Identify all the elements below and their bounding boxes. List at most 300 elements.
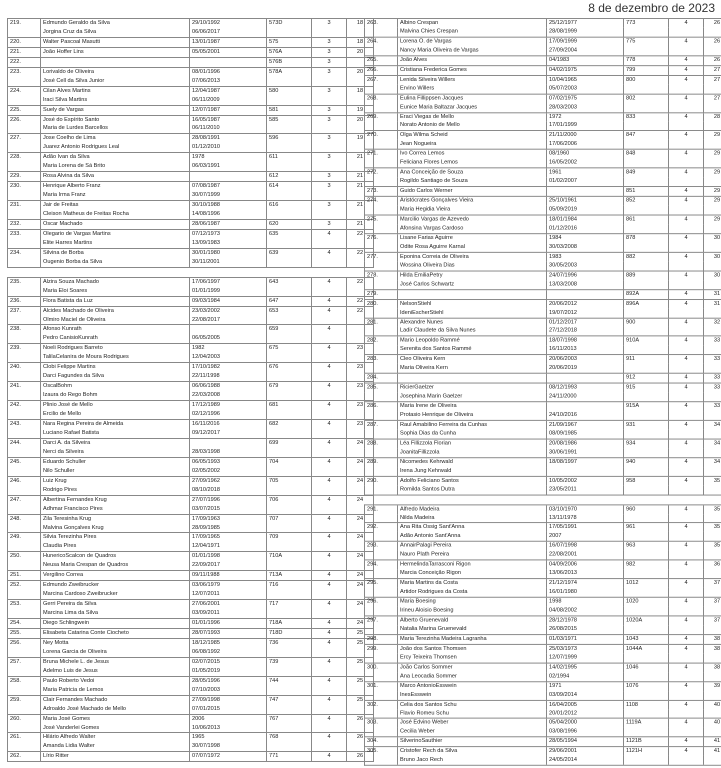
plot-number-cell <box>267 467 312 476</box>
entry-number-cell <box>365 159 398 168</box>
date-cell: 19/07/2012 <box>547 308 624 317</box>
register-row <box>8 306 374 315</box>
register-row <box>365 448 721 457</box>
page-number-cell: 37 <box>704 597 721 606</box>
date-cell: 08/09/1985 <box>547 430 624 439</box>
entry-number-cell: 247. <box>8 495 41 504</box>
holder-name-cell: Lorivaldo de Oliveira <box>41 67 190 76</box>
entry-number-cell: 223. <box>8 67 41 76</box>
register-row <box>365 75 721 84</box>
holder-name-cell: Josephina Marin Gaelzer <box>398 392 547 401</box>
plot-number-cell <box>267 524 312 533</box>
page-number-cell <box>704 28 721 37</box>
holder-name-cell: Maria Terezinha Madeira Lagranha <box>398 634 547 644</box>
date-cell: 01/05/2019 <box>190 667 267 676</box>
plot-number-cell <box>267 210 312 219</box>
plot-number-cell: 896A <box>624 299 669 308</box>
holder-name-cell: Cristiana Frederica Gomes <box>398 65 547 75</box>
date-cell: 09/12/2017 <box>190 429 267 438</box>
plot-number-cell: 852 <box>624 196 669 205</box>
register-row <box>365 150 721 159</box>
date-cell: 06/06/1988 <box>190 382 267 391</box>
block-number-cell <box>312 316 347 325</box>
holder-name-cell: Lírio Ritter <box>41 752 190 762</box>
date-cell: 02/1994 <box>547 672 624 681</box>
block-number-cell <box>669 485 704 494</box>
holder-name-cell: InesEsswein <box>398 691 547 700</box>
register-row <box>8 19 374 28</box>
date-cell: 21/09/1967 <box>547 420 624 429</box>
block-number-cell <box>669 709 704 718</box>
entry-number-cell: 235. <box>8 277 41 286</box>
plot-number-cell <box>624 411 669 420</box>
page-number-cell <box>704 485 721 494</box>
register-row <box>365 737 721 747</box>
holder-name-cell: Marco AntonioEsswein <box>398 681 547 690</box>
block-number-cell: 4 <box>669 458 704 467</box>
date-cell: 20/08/1986 <box>547 439 624 448</box>
holder-name-cell: Albertina Fernandes Krug <box>41 495 190 504</box>
date-cell: 23/03/2002 <box>190 306 267 315</box>
page-number-cell: 37 <box>704 616 721 625</box>
register-row <box>8 153 374 162</box>
block-number-cell <box>312 124 347 133</box>
block-number-cell: 4 <box>669 65 704 75</box>
register-row <box>365 299 721 308</box>
page-number-cell: 21 <box>347 201 374 210</box>
date-cell: 09/11/1988 <box>190 571 267 581</box>
block-number-cell: 3 <box>312 134 347 143</box>
holder-name-cell: Silvia Terezinha Pires <box>41 533 190 542</box>
date-cell: 1972 <box>547 112 624 121</box>
entry-number-cell: 285. <box>365 383 398 392</box>
page-number-cell: 34 <box>704 458 721 467</box>
holder-name-cell: Olga Wilma Scheid <box>398 131 547 140</box>
date-cell: 08/12/1993 <box>547 383 624 392</box>
holder-name-cell: Afonsina Vargas Cardoso <box>398 224 547 233</box>
entry-number-cell: 234. <box>8 248 41 257</box>
holder-name-cell: Nerci da Silveira <box>41 448 190 457</box>
entry-number-cell: 294. <box>365 560 398 569</box>
block-number-cell <box>669 756 704 765</box>
holder-name-cell: Aristócrates Gonçalves Vieira <box>398 196 547 205</box>
page-number-cell: 31 <box>704 289 721 299</box>
holder-name-cell: Maria Irene de Oliveira <box>398 402 547 411</box>
entry-number-cell <box>8 524 41 533</box>
plot-number-cell: 882 <box>624 252 669 261</box>
date-cell: 03/08/1996 <box>547 728 624 737</box>
holder-name-cell: Nara Regina Pereira de Almeida <box>41 420 190 429</box>
entry-number-cell: 303. <box>365 719 398 728</box>
date-cell: 16/11/2016 <box>190 420 267 429</box>
page-number-cell: 27 <box>704 75 721 84</box>
register-row <box>365 224 721 233</box>
holder-name-cell: Noeli Rodrigues Barreto <box>41 344 190 353</box>
date-cell: 02/05/2002 <box>190 467 267 476</box>
date-cell: 01/03/1971 <box>547 634 624 644</box>
entry-number-cell: 286. <box>365 402 398 411</box>
entry-number-cell <box>365 103 398 112</box>
entry-number-cell <box>8 561 41 570</box>
block-number-cell <box>669 327 704 336</box>
date-cell: 05/07/2003 <box>547 84 624 93</box>
block-number-cell <box>669 140 704 149</box>
block-number-cell: 3 <box>312 67 347 76</box>
holder-name-cell: Cilan Alves Martins <box>41 86 190 95</box>
entry-number-cell <box>365 140 398 149</box>
entry-number-cell: 231. <box>8 201 41 210</box>
plot-number-cell <box>624 551 669 560</box>
entry-number-cell <box>365 551 398 560</box>
plot-number-cell: 709 <box>267 533 312 542</box>
block-number-cell <box>312 96 347 105</box>
plot-number-cell: 580 <box>267 86 312 95</box>
entry-number-cell <box>365 514 398 523</box>
block-number-cell <box>312 561 347 570</box>
entry-number-cell <box>8 258 41 267</box>
date-cell: 17/09/1965 <box>190 533 267 542</box>
register-row <box>365 476 721 485</box>
register-row <box>365 728 721 737</box>
holder-name-cell: Alcides Machado de Oliveira <box>41 306 190 315</box>
plot-number-cell: 718A <box>267 619 312 629</box>
register-row <box>8 495 374 504</box>
page-number-cell <box>704 411 721 420</box>
plot-number-cell <box>267 353 312 362</box>
block-number-cell <box>312 505 347 514</box>
holder-name-cell: Clobi Felippe Martins <box>41 363 190 372</box>
page-number-cell <box>704 46 721 55</box>
block-number-cell <box>312 686 347 695</box>
entry-number-cell: 233. <box>8 229 41 238</box>
entry-number-cell: 304. <box>365 737 398 747</box>
block-number-cell: 4 <box>669 94 704 103</box>
register-row <box>365 318 721 327</box>
register-row <box>8 124 374 133</box>
page-number-cell: 41 <box>704 747 721 756</box>
plot-number-cell: 705 <box>267 476 312 485</box>
register-row <box>8 334 374 343</box>
date-cell: 07/12/1973 <box>190 229 267 238</box>
block-number-cell: 3 <box>312 57 347 67</box>
date-cell: 08/01/1996 <box>190 67 267 76</box>
block-number-cell: 4 <box>669 644 704 653</box>
block-number-cell <box>312 542 347 551</box>
page-number-cell: 24 <box>347 533 374 542</box>
register-row <box>8 676 374 685</box>
date-cell: 12/04/1971 <box>190 542 267 551</box>
entry-number-cell: 221. <box>8 47 41 57</box>
plot-number-cell: 1108 <box>624 700 669 709</box>
page-number-cell: 40 <box>704 700 721 709</box>
block-number-cell <box>312 448 347 457</box>
block-number-cell: 4 <box>312 552 347 561</box>
holder-name-cell: Ana Leocadia Sommer <box>398 672 547 681</box>
register-row <box>365 420 721 429</box>
plot-number-cell: 635 <box>267 229 312 238</box>
block-number-cell: 3 <box>312 105 347 115</box>
page-number-cell: 35 <box>704 542 721 551</box>
block-number-cell: 4 <box>669 383 704 392</box>
date-cell: 13/09/1983 <box>190 239 267 248</box>
block-number-cell: 4 <box>669 747 704 756</box>
plot-number-cell <box>624 140 669 149</box>
page-number-cell: 24 <box>347 571 374 581</box>
register-row <box>365 597 721 606</box>
holder-name-cell <box>41 57 190 67</box>
entry-number-cell: 222. <box>8 57 41 67</box>
holder-name-cell: Cleo Oliveira Kern <box>398 355 547 364</box>
entry-number-cell <box>365 243 398 252</box>
register-row <box>365 187 721 197</box>
entry-number-cell: 288. <box>365 439 398 448</box>
entry-number-cell <box>8 705 41 714</box>
block-number-cell: 4 <box>312 638 347 647</box>
page-number-cell: 25 <box>347 657 374 666</box>
plot-number-cell: 961 <box>624 523 669 532</box>
entry-number-cell <box>365 84 398 93</box>
holder-name-cell: Adroaldo José Machado de Mello <box>41 705 190 714</box>
block-number-cell <box>312 28 347 37</box>
date-cell: 06/11/2010 <box>190 124 267 133</box>
block-number-cell <box>669 103 704 112</box>
holder-name-cell: Malvina Chies Crespan <box>398 28 547 37</box>
date-cell: 18/01/1984 <box>547 215 624 224</box>
entry-number-cell <box>365 122 398 131</box>
holder-name-cell: RicierGaelzer <box>398 383 547 392</box>
entry-number-cell: 282. <box>365 336 398 345</box>
block-number-cell <box>312 372 347 381</box>
page-number-cell: 24 <box>347 495 374 504</box>
date-cell: 03/09/2011 <box>190 609 267 618</box>
page-number-cell: 24 <box>347 552 374 561</box>
register-row <box>8 372 374 381</box>
entry-number-cell <box>365 448 398 457</box>
block-number-cell: 4 <box>669 420 704 429</box>
plot-number-cell: 931 <box>624 420 669 429</box>
entry-number-cell <box>8 316 41 325</box>
register-row <box>8 57 374 67</box>
page-number-cell: 26 <box>347 714 374 723</box>
page-number-cell: 40 <box>704 719 721 728</box>
holder-name-cell: Olmiro Maciel de Oliveira <box>41 316 190 325</box>
entry-number-cell <box>365 46 398 55</box>
entry-number-cell: 230. <box>8 182 41 191</box>
page-number-cell: 21 <box>347 172 374 182</box>
entry-number-cell <box>8 505 41 514</box>
holder-name-cell: Marcilio Vargas de Azevedo <box>398 215 547 224</box>
holder-name-cell: José Vanderlei Gomes <box>41 724 190 733</box>
register-row <box>365 103 721 112</box>
plot-number-cell: 647 <box>267 296 312 306</box>
entry-number-cell: 225. <box>8 105 41 115</box>
entry-number-cell <box>365 728 398 737</box>
register-row <box>8 619 374 629</box>
register-row <box>8 600 374 609</box>
register-row <box>8 182 374 191</box>
date-cell: 25/03/1973 <box>547 644 624 653</box>
date-cell: 18/08/1997 <box>547 458 624 467</box>
block-number-cell: 4 <box>669 75 704 84</box>
register-row <box>8 505 374 514</box>
plot-number-cell: 934 <box>624 439 669 448</box>
plot-number-cell: 716 <box>267 581 312 590</box>
holder-name-cell: Ana Conceição de Souza <box>398 168 547 177</box>
register-row <box>8 514 374 523</box>
date-cell: 1965 <box>190 733 267 742</box>
date-cell <box>547 373 624 383</box>
entry-number-cell <box>8 667 41 676</box>
holder-name-cell: Serenita dos Santos Rammé <box>398 346 547 355</box>
holder-name-cell: Vergilino Correa <box>41 571 190 581</box>
holder-name-cell: Cristofer Rech da Silva <box>398 747 547 756</box>
block-number-cell <box>312 162 347 171</box>
register-row <box>365 625 721 634</box>
date-cell: 05/04/2000 <box>547 719 624 728</box>
date-cell: 27/07/1996 <box>190 495 267 504</box>
register-row <box>8 438 374 447</box>
block-number-cell: 4 <box>669 373 704 383</box>
page-number-cell: 30 <box>704 252 721 261</box>
register-row <box>365 691 721 700</box>
holder-name-cell: Flora Batista da Luz <box>41 296 190 306</box>
date-cell: 07/06/2013 <box>190 77 267 86</box>
block-number-cell <box>669 84 704 93</box>
plot-number-cell <box>624 691 669 700</box>
page-number-cell <box>704 709 721 718</box>
holder-name-cell: Darci Fagundes da Silva <box>41 372 190 381</box>
block-number-cell: 4 <box>669 196 704 205</box>
plot-number-cell: 900 <box>624 318 669 327</box>
date-cell: 01/02/2007 <box>547 177 624 186</box>
block-number-cell: 4 <box>669 131 704 140</box>
plot-number-cell: 911 <box>624 355 669 364</box>
block-number-cell: 4 <box>312 229 347 238</box>
block-number-cell: 4 <box>312 457 347 466</box>
entry-number-cell: 293. <box>365 542 398 551</box>
holder-name-cell: José do Espírito Santo <box>41 115 190 124</box>
register-row <box>365 122 721 131</box>
date-cell: 06/11/2009 <box>190 96 267 105</box>
page-number-cell <box>704 551 721 560</box>
block-number-cell <box>669 364 704 373</box>
holder-name-cell: Pedro CanisioKunrath <box>41 334 190 343</box>
page-number-cell: 38 <box>704 644 721 653</box>
entry-number-cell: 263. <box>365 18 398 27</box>
entry-number-cell <box>8 686 41 695</box>
register-row <box>8 47 374 57</box>
block-number-cell: 3 <box>312 201 347 210</box>
holder-name-cell: José Cell da Silva Junior <box>41 77 190 86</box>
register-row <box>8 28 374 37</box>
holder-name-cell: Feliciana Flores Lemos <box>398 159 547 168</box>
entry-number-cell <box>8 353 41 362</box>
plot-number-cell <box>624 756 669 765</box>
entry-number-cell: 280. <box>365 299 398 308</box>
holder-name-cell: NelsonStiehl <box>398 299 547 308</box>
plot-number-cell: 768 <box>267 733 312 742</box>
register-row <box>365 177 721 186</box>
plot-number-cell <box>267 28 312 37</box>
block-number-cell: 4 <box>312 248 347 257</box>
plot-number-cell: 679 <box>267 382 312 391</box>
register-row <box>365 355 721 364</box>
block-number-cell: 4 <box>669 681 704 690</box>
page-number-cell <box>704 140 721 149</box>
plot-number-cell <box>624 206 669 215</box>
register-row <box>365 234 721 243</box>
date-cell: 01/12/2010 <box>190 143 267 152</box>
page-number-cell: 26 <box>704 18 721 27</box>
block-number-cell <box>312 609 347 618</box>
block-number-cell <box>312 353 347 362</box>
entry-number-cell: 283. <box>365 355 398 364</box>
plot-number-cell: 915 <box>624 383 669 392</box>
plot-number-cell: 848 <box>624 150 669 159</box>
holder-name-cell: Gerri Pereira da Silva <box>41 600 190 609</box>
page-number-cell <box>704 392 721 401</box>
page-number-cell: 22 <box>347 277 374 286</box>
register-row <box>8 210 374 219</box>
plot-number-cell: 581 <box>267 105 312 115</box>
register-row <box>365 65 721 75</box>
block-number-cell: 4 <box>312 363 347 372</box>
block-number-cell <box>669 122 704 131</box>
date-cell: 17/01/1999 <box>547 122 624 131</box>
block-number-cell: 4 <box>669 355 704 364</box>
holder-name-cell: Zila Teresinha Krug <box>41 514 190 523</box>
block-number-cell <box>669 691 704 700</box>
register-row <box>365 131 721 140</box>
entry-number-cell <box>8 542 41 551</box>
holder-name-cell: Jean Nogueira <box>398 140 547 149</box>
block-number-cell <box>312 143 347 152</box>
entry-number-cell <box>365 280 398 289</box>
date-cell: 09/03/1984 <box>190 296 267 306</box>
register-row <box>365 308 721 317</box>
register-row <box>8 401 374 410</box>
date-cell: 12/07/1987 <box>190 105 267 115</box>
date-cell: 06/05/1993 <box>190 457 267 466</box>
entry-number-cell: 245. <box>8 457 41 466</box>
entry-number-cell <box>8 191 41 200</box>
register-row <box>365 46 721 55</box>
page-number-cell: 30 <box>704 234 721 243</box>
holder-name-cell: Alberto Gruenevald <box>398 616 547 625</box>
holder-name-cell: Maria Martins da Costa <box>398 579 547 588</box>
entry-number-cell: 291. <box>365 504 398 513</box>
right-register-column <box>364 18 721 766</box>
holder-name-cell: Eulina Fillippsen Jacques <box>398 94 547 103</box>
plot-number-cell <box>267 162 312 171</box>
register-row <box>8 657 374 666</box>
register-row <box>8 638 374 647</box>
register-row <box>365 523 721 532</box>
block-number-cell: 3 <box>312 86 347 95</box>
holder-name-cell: Lorena Garcia de Oliveira <box>41 648 190 657</box>
page-number-cell: 20 <box>347 47 374 57</box>
register-row <box>8 742 374 751</box>
plot-number-cell: 682 <box>267 420 312 429</box>
holder-name-cell: Celia dos Santos Schu <box>398 700 547 709</box>
page-number-cell: 24 <box>347 438 374 447</box>
block-number-cell <box>669 654 704 663</box>
holder-name-cell: Rogildo Santiago de Souza <box>398 177 547 186</box>
entry-number-cell: 254. <box>8 619 41 629</box>
register-row <box>365 206 721 215</box>
date-cell: 01/12/2016 <box>547 224 624 233</box>
register-row <box>365 560 721 569</box>
